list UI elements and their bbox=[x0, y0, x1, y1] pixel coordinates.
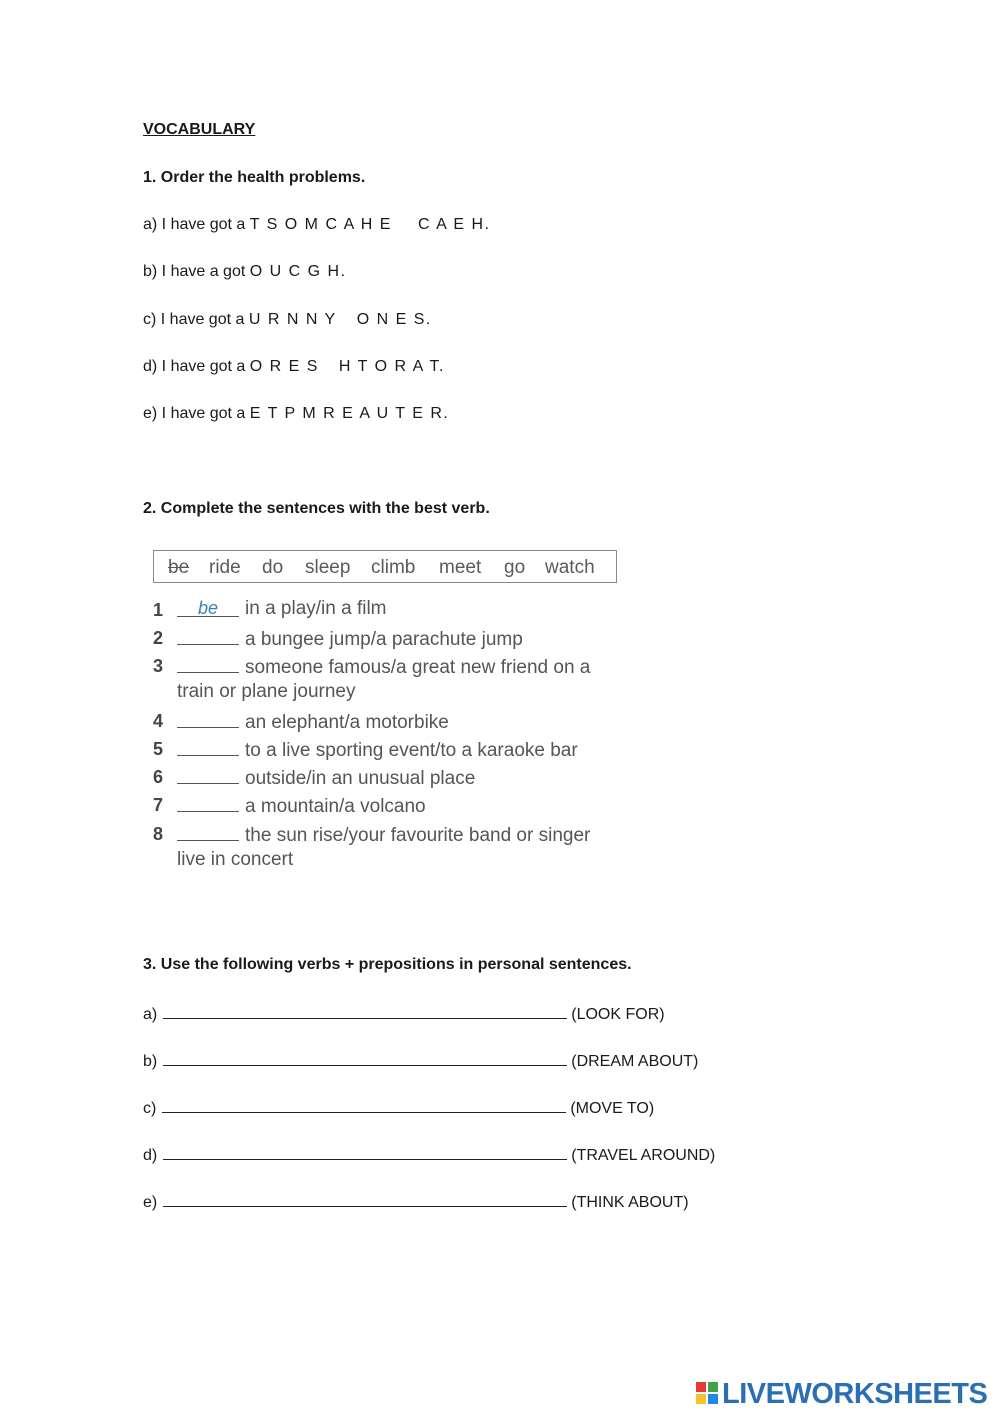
ex1-item-d: d) I have got a O R E S H T O R A T. bbox=[143, 358, 445, 375]
answer-blank[interactable] bbox=[177, 598, 239, 617]
word-option: do bbox=[262, 557, 284, 578]
write-line[interactable] bbox=[163, 1002, 567, 1019]
item-number: 7 bbox=[153, 795, 164, 815]
ex3-item-c: c) (MOVE TO) bbox=[143, 1096, 654, 1119]
liveworksheets-logo bbox=[696, 1376, 996, 1410]
ex2-item-3: someone famous/a great new friend on a bbox=[177, 654, 590, 679]
ex2-item-5: to a live sporting event/to a karaoke bar bbox=[177, 737, 578, 762]
scrambled-word: O U C G H. bbox=[249, 263, 347, 280]
exercise-1-title: 1. Order the health problems. bbox=[143, 169, 366, 186]
item-number: 4 bbox=[153, 711, 164, 731]
ex3-item-b: b) (DREAM ABOUT) bbox=[143, 1049, 698, 1072]
exercise-2-title: 2. Complete the sentences with the best verb. bbox=[143, 500, 490, 517]
answer-blank[interactable] bbox=[177, 737, 239, 756]
word-option: go bbox=[504, 557, 526, 578]
item-number: 5 bbox=[153, 739, 164, 759]
ex2-item-1: be in a play/in a film bbox=[177, 598, 387, 620]
answer-blank[interactable] bbox=[177, 626, 239, 645]
ex1-item-e: e) I have got a E T P M R E A U T E R. bbox=[143, 405, 450, 422]
scrambled-word: O R E S bbox=[249, 358, 319, 375]
ex1-item-b: b) I have a got O U C G H. bbox=[143, 263, 347, 280]
item-number: 6 bbox=[153, 767, 164, 787]
ex1-item-a: a) I have got a T S O M C A H E C A E H. bbox=[143, 216, 491, 233]
ex2-item-4: an elephant/a motorbike bbox=[177, 709, 449, 734]
logo-text: LIVEWORKSHEETS bbox=[722, 1378, 988, 1410]
answer-blank[interactable] bbox=[177, 793, 239, 812]
item-number: 2 bbox=[153, 628, 164, 648]
ex2-item-8-continued: live in concert bbox=[177, 849, 294, 870]
write-line[interactable] bbox=[163, 1049, 567, 1066]
ex3-item-e: e) (THINK ABOUT) bbox=[143, 1190, 689, 1213]
ex2-item-3-continued: train or plane journey bbox=[177, 681, 356, 702]
answer-blank[interactable] bbox=[177, 709, 239, 728]
exercise-3-title: 3. Use the following verbs + prepositions in personal sentences. bbox=[143, 956, 632, 973]
write-line[interactable] bbox=[163, 1190, 567, 1207]
ex2-item-6: outside/in an unusual place bbox=[177, 765, 475, 790]
verb-word-box bbox=[153, 550, 617, 583]
scrambled-word: T S O M C A H E bbox=[249, 216, 392, 233]
answer-blank[interactable] bbox=[177, 822, 239, 841]
word-option: meet bbox=[439, 557, 482, 578]
word-option: climb bbox=[371, 557, 416, 578]
ex2-item-2: a bungee jump/a parachute jump bbox=[177, 626, 523, 651]
ex3-item-d: d) (TRAVEL AROUND) bbox=[143, 1143, 715, 1166]
ex3-item-a: a) (LOOK FOR) bbox=[143, 1002, 665, 1025]
write-line[interactable] bbox=[162, 1096, 566, 1113]
scrambled-word: E T P M R E A U T E R. bbox=[249, 405, 450, 422]
section-heading: VOCABULARY bbox=[143, 121, 256, 138]
word-option: sleep bbox=[305, 557, 351, 578]
ex2-item-8: the sun rise/your favourite band or singer bbox=[177, 822, 590, 847]
ex2-item-7: a mountain/a volcano bbox=[177, 793, 426, 818]
scrambled-word: U R N N Y bbox=[248, 311, 337, 328]
ex1-item-c: c) I have got a U R N N Y O N E S. bbox=[143, 311, 432, 328]
logo-mark-icon bbox=[696, 1382, 718, 1404]
scrambled-word: O N E S. bbox=[356, 311, 432, 328]
answer-blank[interactable] bbox=[177, 765, 239, 784]
word-option: watch bbox=[545, 557, 595, 578]
word-option: ride bbox=[209, 557, 241, 578]
answer-blank[interactable] bbox=[177, 654, 239, 673]
word-option: be bbox=[168, 557, 190, 578]
item-number: 8 bbox=[153, 824, 164, 844]
item-number: 3 bbox=[153, 656, 164, 676]
scrambled-word: H T O R A T. bbox=[338, 358, 445, 375]
write-line[interactable] bbox=[163, 1143, 567, 1160]
answer-text: be bbox=[197, 598, 219, 618]
item-number: 1 bbox=[153, 600, 164, 620]
scrambled-word: C A E H. bbox=[417, 216, 491, 233]
